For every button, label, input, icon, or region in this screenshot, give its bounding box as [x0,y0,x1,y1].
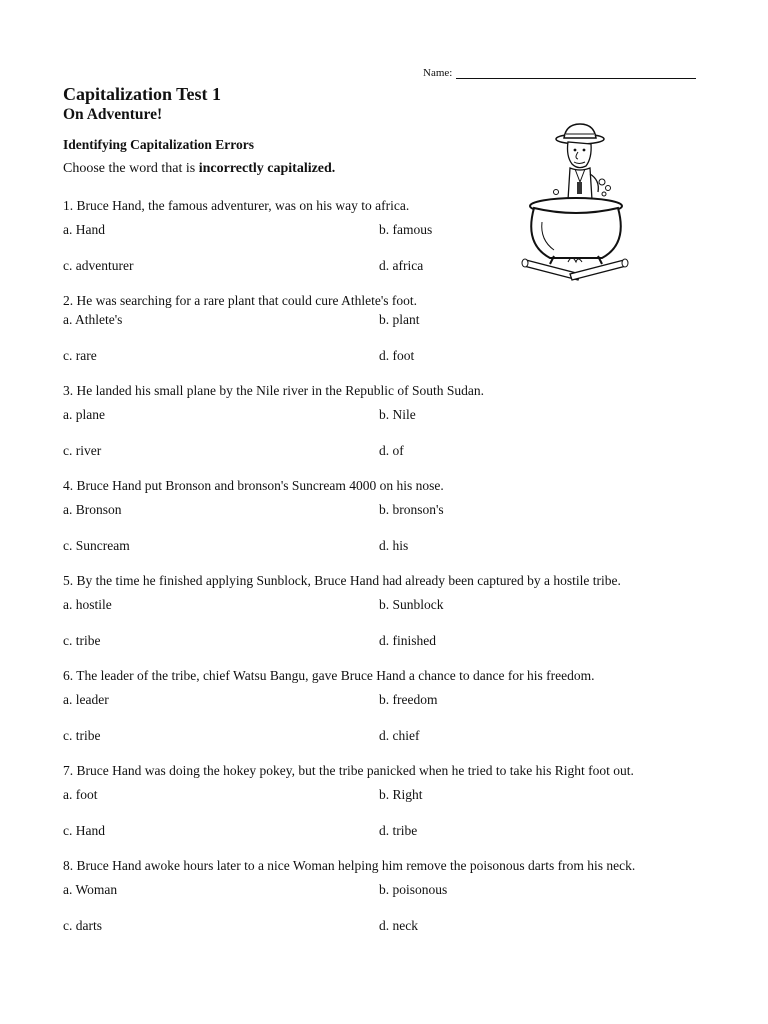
option-a[interactable]: a. Athlete's [63,312,123,327]
option-a[interactable]: a. plane [63,407,105,422]
instruction-text: Choose the word that is [63,161,199,176]
option-d[interactable]: d. africa [379,258,424,273]
option-a[interactable]: a. Bronson [63,502,122,517]
option-a[interactable]: a. Hand [63,222,105,237]
option-b[interactable]: b. poisonous [379,882,448,897]
option-d[interactable]: d. tribe [379,823,418,838]
option-d[interactable]: d. finished [379,633,436,648]
name-blank-line[interactable] [456,66,696,79]
option-a[interactable]: a. Woman [63,882,118,897]
option-b[interactable]: b. plant [379,312,420,327]
option-b[interactable]: b. bronson's [379,502,444,517]
option-b[interactable]: b. Nile [379,407,416,422]
question-text: 4. Bruce Hand put Bronson and bronson's Suncream 4000 on his nose. [63,478,444,493]
question-text: 5. By the time he finished applying Sunblock, Bruce Hand had already been captured by a hostile tribe. [63,573,621,588]
option-d[interactable]: d. of [379,443,404,458]
option-d[interactable]: d. chief [379,728,420,743]
option-c[interactable]: c. rare [63,348,97,363]
question-text: 1. Bruce Hand, the famous adventurer, was on his way to africa. [63,198,410,213]
option-b[interactable]: b. freedom [379,692,438,707]
option-c[interactable]: c. darts [63,918,102,933]
option-a[interactable]: a. leader [63,692,109,707]
page-title: Capitalization Test 1 [63,84,222,104]
section-heading: Identifying Capitalization Errors [63,137,255,152]
option-b[interactable]: b. Right [379,787,423,802]
question-text: 2. He was searching for a rare plant that could cure Athlete's foot. [63,293,418,308]
option-d[interactable]: d. his [379,538,409,553]
question-text: 8. Bruce Hand awoke hours later to a nice Woman helping him remove the poisonous darts from his neck. [63,858,636,873]
question-text: 7. Bruce Hand was doing the hokey pokey, but the tribe panicked when he tried to take his Right foot out. [63,763,634,778]
instruction-emphasis: incorrectly capitalized. [198,161,336,176]
option-c[interactable]: c. tribe [63,633,101,648]
name-field[interactable] [423,66,696,79]
option-c[interactable]: c. adventurer [63,258,134,273]
question-text: 3. He landed his small plane by the Nile river in the Republic of South Sudan. [63,383,485,398]
option-a[interactable]: a. hostile [63,597,112,612]
option-d[interactable]: d. foot [379,348,415,363]
option-c[interactable]: c. Suncream [63,538,130,553]
page-subtitle: On Adventure! [63,106,163,123]
option-d[interactable]: d. neck [379,918,418,933]
option-c[interactable]: c. river [63,443,102,458]
option-c[interactable]: c. Hand [63,823,105,838]
option-c[interactable]: c. tribe [63,728,101,743]
option-a[interactable]: a. foot [63,787,98,802]
option-b[interactable]: b. Sunblock [379,597,444,612]
instructions [63,161,335,177]
name-label: Name: [423,67,453,79]
option-b[interactable]: b. famous [379,222,433,237]
question-text: 6. The leader of the tribe, chief Watsu Bangu, gave Bruce Hand a chance to dance for his freedom. [63,668,595,683]
adventurer-in-pot-illustration [520,122,630,282]
